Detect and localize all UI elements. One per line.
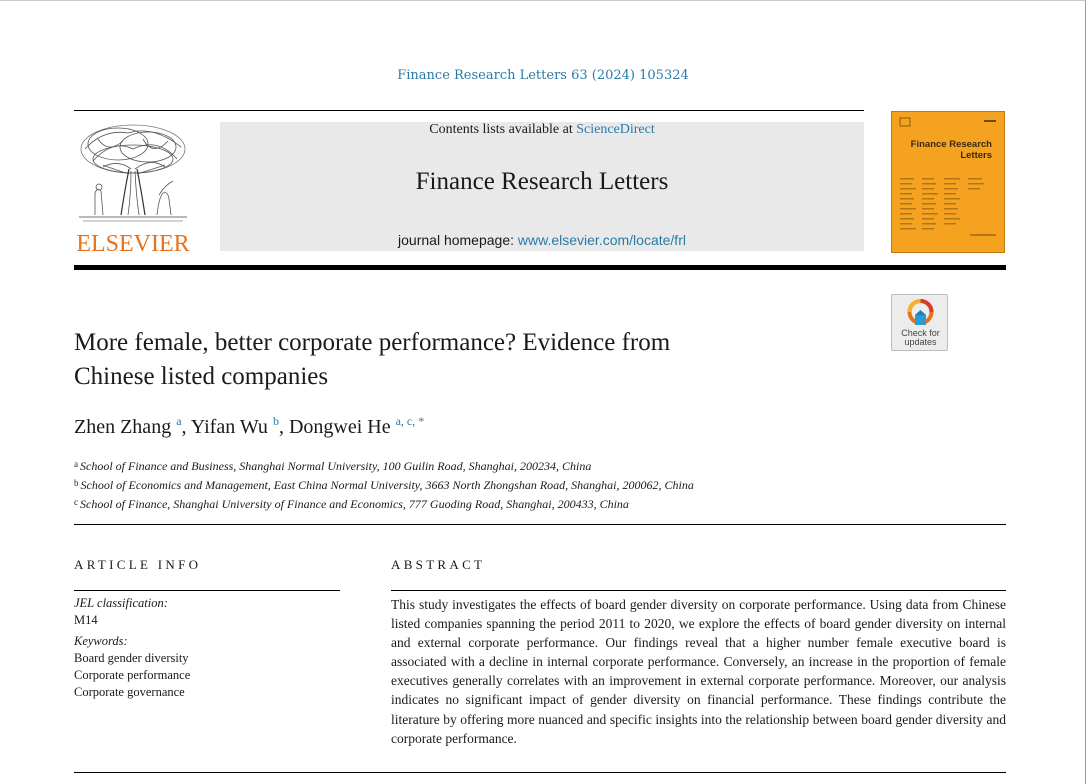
cover-header-marks [892, 112, 1004, 132]
elsevier-wordmark: ELSEVIER [76, 231, 190, 257]
journal-cover-thumbnail[interactable] [891, 111, 1005, 253]
check-updates-line1: Check for [901, 328, 940, 338]
affiliation-text: School of Finance, Shanghai University of Finance and Economics, 777 Guoding Road, Shanghai, 200433, China [80, 497, 629, 511]
contents-prefix: Contents lists available at [429, 122, 577, 137]
cover-title-line2: Letters [960, 150, 992, 161]
abstract-rule [391, 590, 1006, 591]
abstract-heading: ABSTRACT [391, 557, 486, 572]
jel-value: M14 [74, 613, 98, 627]
keyword-item: Corporate governance [74, 685, 185, 699]
author-separator: , [278, 416, 289, 438]
check-for-updates-button[interactable] [891, 294, 948, 351]
check-updates-label [892, 329, 949, 347]
article-info-rule [74, 590, 340, 591]
article-title-line1: More female, better corporate performance? Evidence from [74, 329, 671, 356]
author-name[interactable]: Dongwei He [288, 416, 391, 438]
header-rule [74, 110, 864, 111]
article-title-line2: Chinese listed companies [74, 363, 329, 390]
affiliation-mark: b [74, 478, 79, 488]
contents-line [220, 122, 864, 138]
journal-citation-link[interactable]: Finance Research Letters 63 (2024) 105324 [397, 68, 689, 83]
jel-label: JEL classification: [74, 596, 168, 610]
check-updates-icon [892, 295, 949, 329]
keyword-item: Board gender diversity [74, 651, 189, 665]
affiliation-mark: a [74, 459, 78, 469]
author-affiliation-marker[interactable]: a [176, 414, 182, 428]
sciencedirect-link[interactable]: ScienceDirect [576, 122, 655, 137]
affiliation-item [74, 456, 694, 475]
header-thick-rule [74, 265, 1006, 270]
elsevier-tree-icon [73, 119, 193, 227]
section-rule [74, 524, 1006, 525]
footer-rule [74, 772, 1006, 773]
abstract-text: This study investigates the effects of board gender diversity on corporate performance. Using data from Chinese listed companies spanning the period 2011 to 2020, we explore the effects of board gender diversity on internal and external corporate performance. Our findings reveal that a higher number female executive board is associated with a decline in internal corporate performance. Conversely, an increase in the proportion of female executives generally correlates with an improvement in external corporate performance. Moreover, our analysis indicates no significant impact of gender diversity on financial performance. These findings contribute the literature by offering more nuanced and specific insights into the relationship between board gender diversity and corporate performance. [391, 597, 1006, 746]
author-name[interactable]: Yifan Wu [190, 416, 268, 438]
keyword-item: Corporate performance [74, 668, 191, 682]
author-affiliation-marker[interactable]: a, c, * [395, 414, 425, 428]
cover-text-lines [900, 178, 1000, 240]
cover-title-line1: Finance Research [910, 139, 992, 150]
homepage-link[interactable]: www.elsevier.com/locate/frl [517, 232, 686, 248]
author-name[interactable]: Zhen Zhang [74, 416, 172, 438]
affiliation-text: School of Finance and Business, Shanghai Normal University, 100 Guilin Road, Shanghai, 200234, China [80, 459, 592, 473]
homepage-prefix: journal homepage: [398, 232, 518, 248]
author-list [74, 414, 424, 439]
check-updates-line2: updates [904, 337, 937, 347]
article-info-heading: ARTICLE INFO [74, 557, 202, 572]
affiliation-mark: c [74, 497, 78, 507]
author-separator: , [181, 416, 191, 438]
keywords-label: Keywords: [74, 634, 128, 648]
affiliation-item [74, 475, 694, 494]
affiliation-list [74, 456, 694, 513]
journal-title: Finance Research Letters [415, 168, 669, 195]
affiliation-item [74, 494, 694, 513]
journal-banner [220, 122, 864, 251]
elsevier-logo[interactable] [73, 119, 193, 257]
cover-title [892, 139, 992, 161]
article-title [74, 326, 854, 394]
homepage-line [220, 232, 864, 248]
affiliation-text: School of Economics and Management, East China Normal University, 3663 North Zhongshan Road, Shanghai, 200062, China [80, 478, 694, 492]
article-info-block [74, 595, 340, 701]
author-affiliation-marker[interactable]: b [272, 414, 279, 428]
